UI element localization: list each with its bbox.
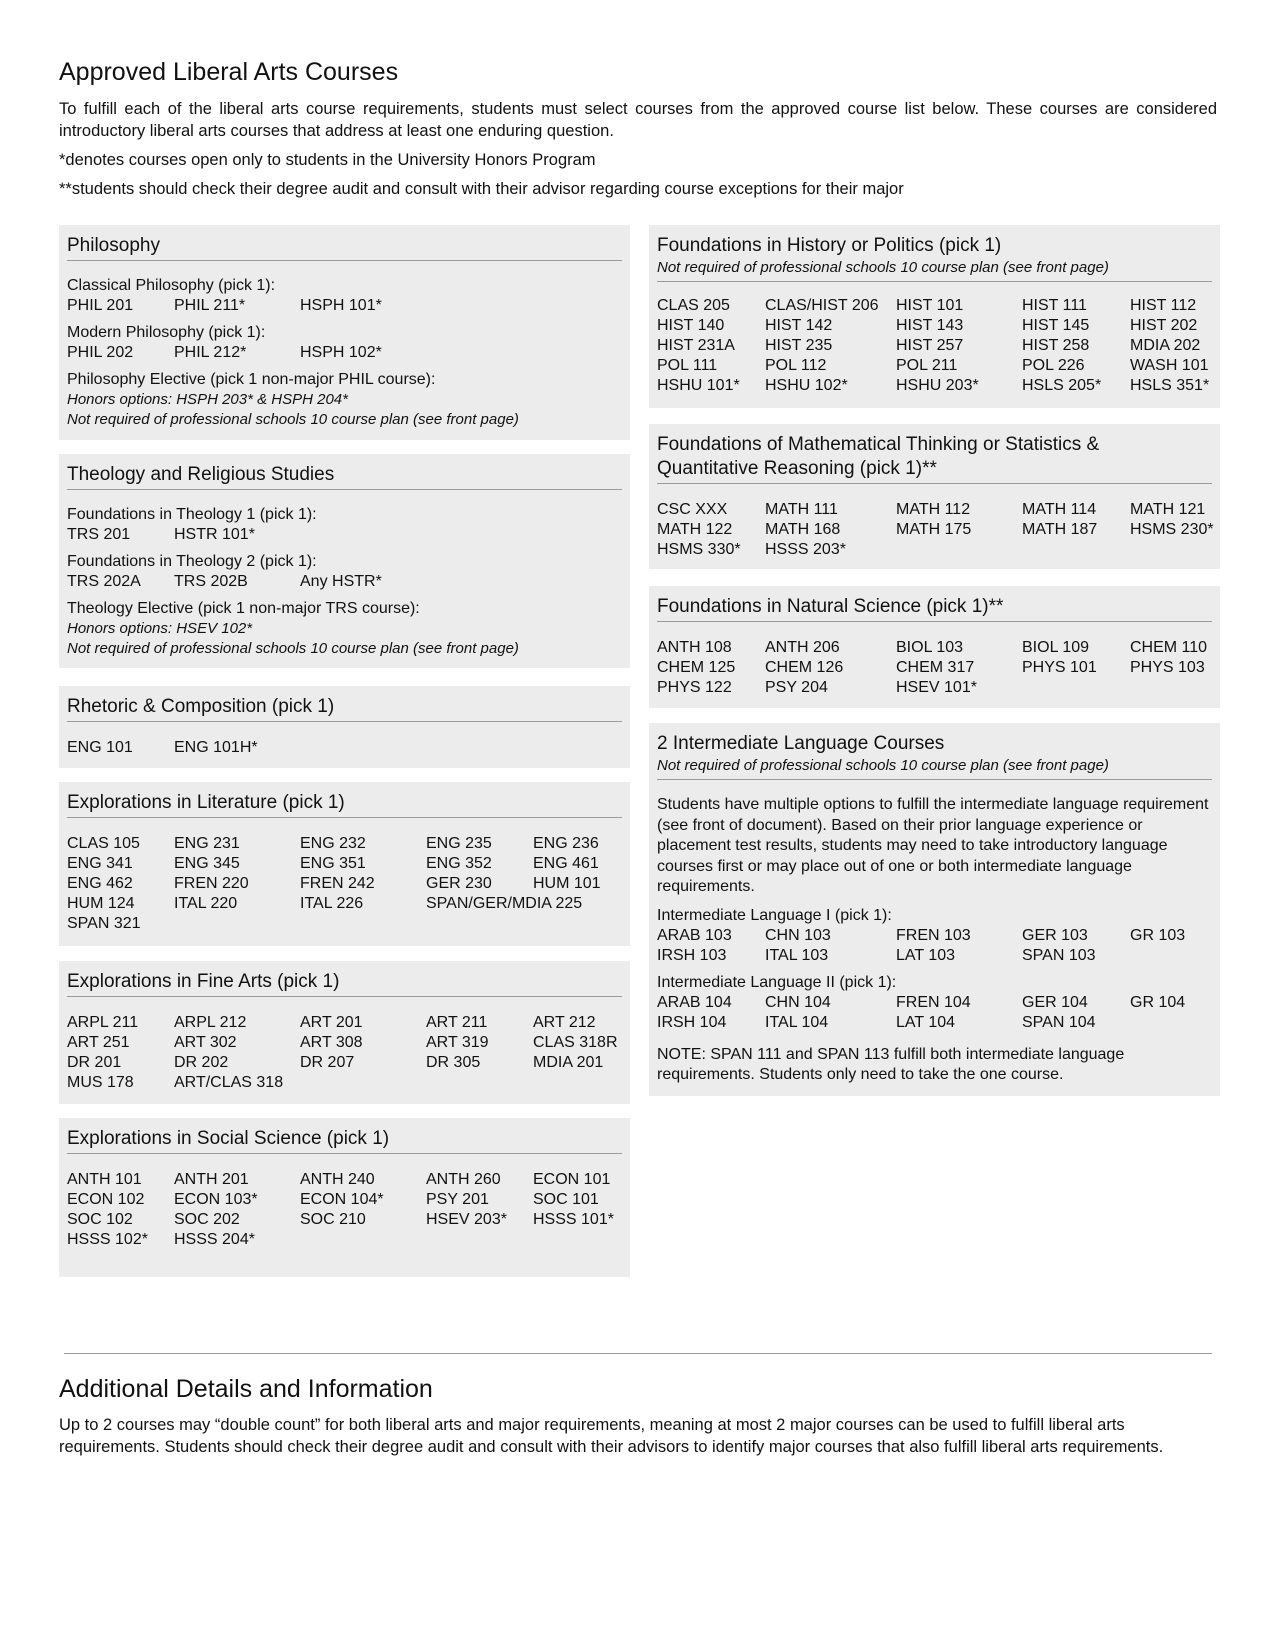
language-description: Students have multiple options to fulfill the intermediate language requirement (see front of document). Based on their prior language experience or placement test results, students may need to take introductory language courses first or may place out of one or both intermediate language requirements. [657, 796, 1209, 895]
level2-label: Intermediate Language II (pick 1): [657, 973, 897, 991]
course: CLAS 318R [533, 1034, 618, 1051]
course: MATH 122 [657, 521, 733, 538]
course: PHYS 103 [1130, 659, 1205, 676]
course: ENG 345 [174, 855, 240, 872]
course: HSSS 203* [765, 541, 846, 558]
course: PHIL 202 [67, 344, 134, 361]
course: CLAS/HIST 206 [765, 297, 879, 314]
additional-title: Additional Details and Information [59, 1375, 433, 1403]
audit-note: **students should check their degree audit and consult with their advisor regarding course exceptions for their major [59, 180, 904, 198]
course: CHEM 126 [765, 659, 844, 676]
course: HIST 258 [1022, 337, 1090, 354]
course: PSY 204 [765, 679, 828, 696]
course: GR 103 [1130, 926, 1186, 944]
course: ANTH 101 [67, 1171, 142, 1188]
course: BIOL 103 [896, 639, 964, 656]
course: MATH 121 [1130, 501, 1206, 518]
course: MDIA 202 [1130, 337, 1201, 354]
course-grid [67, 525, 622, 545]
found1-label: Foundations in Theology 1 (pick 1): [67, 506, 317, 523]
course: ART 201 [300, 1014, 363, 1031]
course: ITAL 104 [765, 1013, 829, 1031]
course: MATH 111 [765, 501, 838, 518]
course: FREN 103 [896, 926, 971, 944]
course: PHYS 122 [657, 679, 732, 696]
course: HSLS 205* [1022, 377, 1102, 394]
course: HIST 145 [1022, 317, 1090, 334]
elective-label: Philosophy Elective (pick 1 non-major PHIL course): [67, 371, 436, 388]
course: ART 319 [426, 1034, 489, 1051]
course-grid [67, 1013, 622, 1093]
course: ARAB 104 [657, 993, 732, 1011]
course: CHEM 125 [657, 659, 736, 676]
course: LAT 104 [896, 1013, 956, 1031]
elective-label: Theology Elective (pick 1 non-major TRS course): [67, 600, 420, 617]
intro-text: To fulfill each of the liberal arts course requirements, students must select courses from the approved course list below. These courses are considered introductory liberal arts courses that address at least one enduring question. [59, 100, 1217, 140]
course: ANTH 206 [765, 639, 840, 656]
course: HSHU 203* [896, 377, 979, 394]
course: ENG 231 [174, 835, 240, 852]
additional-text: Up to 2 courses may “double count” for both liberal arts and major requirements, meaning at most 2 major courses can be used to fulfill liberal arts requirements. Students should check their degree audit and consult with their advisors to identify major courses that also fulfill liberal arts requirements. [59, 1416, 1164, 1456]
language-section [649, 723, 1220, 1096]
course: ARPL 212 [174, 1014, 247, 1031]
course: PHYS 101 [1022, 659, 1097, 676]
course: HIST 111 [1022, 297, 1087, 314]
course: MATH 168 [765, 521, 841, 538]
course: HSPH 101* [300, 297, 382, 314]
course: HIST 235 [765, 337, 833, 354]
course: SPAN 321 [67, 915, 141, 932]
classical-label: Classical Philosophy (pick 1): [67, 277, 276, 294]
course-grid [67, 738, 622, 758]
course: SOC 102 [67, 1211, 133, 1228]
course: HIST 142 [765, 317, 833, 334]
not-required-note: Not required of professional schools 10 course plan (see front page) [67, 640, 519, 657]
course-grid [67, 343, 622, 363]
section-title: 2 Intermediate Language Courses [657, 733, 945, 754]
title-line-1: Foundations of Mathematical Thinking or Statistics & [657, 434, 1100, 455]
course: TRS 202B [174, 573, 248, 590]
section-title: Theology and Religious Studies [67, 463, 622, 490]
course: HIST 231A [657, 337, 735, 354]
course: ENG 461 [533, 855, 599, 872]
course: CHEM 317 [896, 659, 975, 676]
course: ANTH 201 [174, 1171, 249, 1188]
literature-section [59, 782, 630, 946]
course: PSY 201 [426, 1191, 489, 1208]
section-title: Philosophy [67, 234, 622, 261]
course: ITAL 226 [300, 895, 364, 912]
philosophy-section [59, 225, 630, 440]
modern-label: Modern Philosophy (pick 1): [67, 324, 266, 341]
course: Any HSTR* [300, 573, 382, 590]
honors-note: *denotes courses open only to students in the University Honors Program [59, 151, 596, 169]
course: POL 111 [657, 357, 718, 374]
course: ENG 101 [67, 739, 133, 756]
rhetoric-section [59, 686, 630, 768]
course: DR 202 [174, 1054, 229, 1071]
course: IRSH 103 [657, 946, 727, 964]
course: ART 302 [174, 1034, 237, 1051]
course-grid [657, 638, 1212, 698]
course: HSMS 330* [657, 541, 741, 558]
course: MUS 178 [67, 1074, 134, 1091]
course: POL 226 [1022, 357, 1085, 374]
honors-options: Honors options: HSPH 203* & HSPH 204* [67, 391, 348, 408]
course: SOC 210 [300, 1211, 366, 1228]
course: CHEM 110 [1130, 639, 1208, 656]
course: ENG 236 [533, 835, 599, 852]
found2-label: Foundations in Theology 2 (pick 1): [67, 553, 317, 570]
course: ECON 103* [174, 1191, 258, 1208]
course: ART 212 [533, 1014, 596, 1031]
course: CLAS 105 [67, 835, 140, 852]
course: CHN 103 [765, 926, 831, 944]
course: ARPL 211 [67, 1014, 139, 1031]
course: HSEV 101* [896, 679, 977, 696]
course: HSEV 203* [426, 1211, 507, 1228]
course: ART 211 [426, 1014, 488, 1031]
course: ART/CLAS 318 [174, 1074, 284, 1091]
section-title: Foundations in Natural Science (pick 1)** [657, 595, 1212, 622]
course: GER 104 [1022, 993, 1088, 1011]
course: GER 230 [426, 875, 492, 892]
course: CHN 104 [765, 993, 831, 1011]
course: ITAL 220 [174, 895, 238, 912]
course: ART 251 [67, 1034, 130, 1051]
course: HSPH 102* [300, 344, 382, 361]
course-grid [67, 572, 622, 592]
course: PHIL 212* [174, 344, 247, 361]
course: HSSS 102* [67, 1231, 148, 1248]
course: SPAN 104 [1022, 1013, 1096, 1031]
course: ANTH 240 [300, 1171, 375, 1188]
history-politics-section [649, 225, 1220, 408]
title-line-2: Quantitative Reasoning (pick 1)** [657, 458, 937, 479]
course: MATH 114 [1022, 501, 1097, 518]
course: ANTH 108 [657, 639, 732, 656]
course: PHIL 211* [174, 297, 246, 314]
course: ARAB 103 [657, 926, 732, 944]
section-title [657, 433, 1212, 484]
course: POL 211 [896, 357, 958, 374]
course: LAT 103 [896, 946, 956, 964]
course: SOC 202 [174, 1211, 240, 1228]
page-title: Approved Liberal Arts Courses [59, 58, 399, 86]
course-grid [657, 926, 1212, 966]
course: FREN 220 [174, 875, 249, 892]
course: ART 308 [300, 1034, 363, 1051]
fine-arts-section [59, 961, 630, 1104]
course: HIST 257 [896, 337, 964, 354]
course: MATH 187 [1022, 521, 1098, 538]
course: MDIA 201 [533, 1054, 604, 1071]
language-note: NOTE: SPAN 111 and SPAN 113 fulfill both intermediate language requirements. Students only need to take the one course. [657, 1045, 1125, 1083]
section-title: Explorations in Social Science (pick 1) [67, 1127, 622, 1154]
course-grid [67, 1170, 622, 1250]
not-required-note: Not required of professional schools 10 course plan (see front page) [657, 756, 1212, 780]
course-grid [657, 296, 1212, 396]
course: ENG 352 [426, 855, 492, 872]
course: SPAN 103 [1022, 946, 1096, 964]
course: HSMS 230* [1130, 521, 1214, 538]
course: CLAS 205 [657, 297, 730, 314]
not-required-note: Not required of professional schools 10 course plan (see front page) [67, 411, 519, 428]
course: ENG 101H* [174, 739, 258, 756]
course: ITAL 103 [765, 946, 829, 964]
course: HSHU 101* [657, 377, 740, 394]
course: IRSH 104 [657, 1013, 727, 1031]
course: FREN 104 [896, 993, 971, 1011]
theology-section [59, 454, 630, 668]
course: HUM 101 [533, 875, 601, 892]
course: DR 201 [67, 1054, 122, 1071]
not-required-note: Not required of professional schools 10 course plan (see front page) [657, 258, 1212, 282]
course: MATH 112 [896, 501, 971, 518]
math-section [649, 424, 1220, 569]
course: ANTH 260 [426, 1171, 501, 1188]
course: GR 104 [1130, 993, 1186, 1011]
course-grid [67, 834, 622, 934]
course: ENG 341 [67, 855, 133, 872]
course: GER 103 [1022, 926, 1088, 944]
course: TRS 202A [67, 573, 141, 590]
natural-science-section [649, 586, 1220, 708]
course-grid [657, 993, 1212, 1033]
course: ENG 235 [426, 835, 492, 852]
course: HIST 202 [1130, 317, 1198, 334]
section-title: Foundations in History or Politics (pick 1) [657, 235, 1002, 256]
section-title: Explorations in Literature (pick 1) [67, 791, 622, 818]
course: HSSS 101* [533, 1211, 614, 1228]
honors-options: Honors options: HSEV 102* [67, 620, 253, 637]
course: ENG 232 [300, 835, 366, 852]
course: SOC 101 [533, 1191, 599, 1208]
course: SPAN/GER/MDIA 225 [426, 895, 583, 912]
course: HIST 112 [1130, 297, 1197, 314]
course: FREN 242 [300, 875, 375, 892]
course: CSC XXX [657, 501, 728, 518]
course: DR 207 [300, 1054, 355, 1071]
course: ENG 462 [67, 875, 133, 892]
course: HIST 140 [657, 317, 725, 334]
course: HIST 101 [896, 297, 964, 314]
course: HSLS 351* [1130, 377, 1210, 394]
course: PHIL 201 [67, 297, 134, 314]
course: HIST 143 [896, 317, 964, 334]
course: ECON 101 [533, 1171, 611, 1188]
course: DR 305 [426, 1054, 481, 1071]
course: TRS 201 [67, 526, 131, 543]
course: HSHU 102* [765, 377, 848, 394]
section-divider [64, 1353, 1212, 1354]
section-title: Rhetoric & Composition (pick 1) [67, 695, 622, 722]
course: ECON 104* [300, 1191, 384, 1208]
course: BIOL 109 [1022, 639, 1090, 656]
course: POL 112 [765, 357, 827, 374]
course: MATH 175 [896, 521, 972, 538]
course: WASH 101 [1130, 357, 1209, 374]
course-grid [67, 296, 622, 316]
course: HSTR 101* [174, 526, 255, 543]
section-title: Explorations in Fine Arts (pick 1) [67, 970, 622, 997]
level1-label: Intermediate Language I (pick 1): [657, 906, 892, 924]
course: HSSS 204* [174, 1231, 255, 1248]
course: ECON 102 [67, 1191, 145, 1208]
course-grid [657, 500, 1212, 560]
course: ENG 351 [300, 855, 366, 872]
social-science-section [59, 1118, 630, 1277]
course: HUM 124 [67, 895, 135, 912]
